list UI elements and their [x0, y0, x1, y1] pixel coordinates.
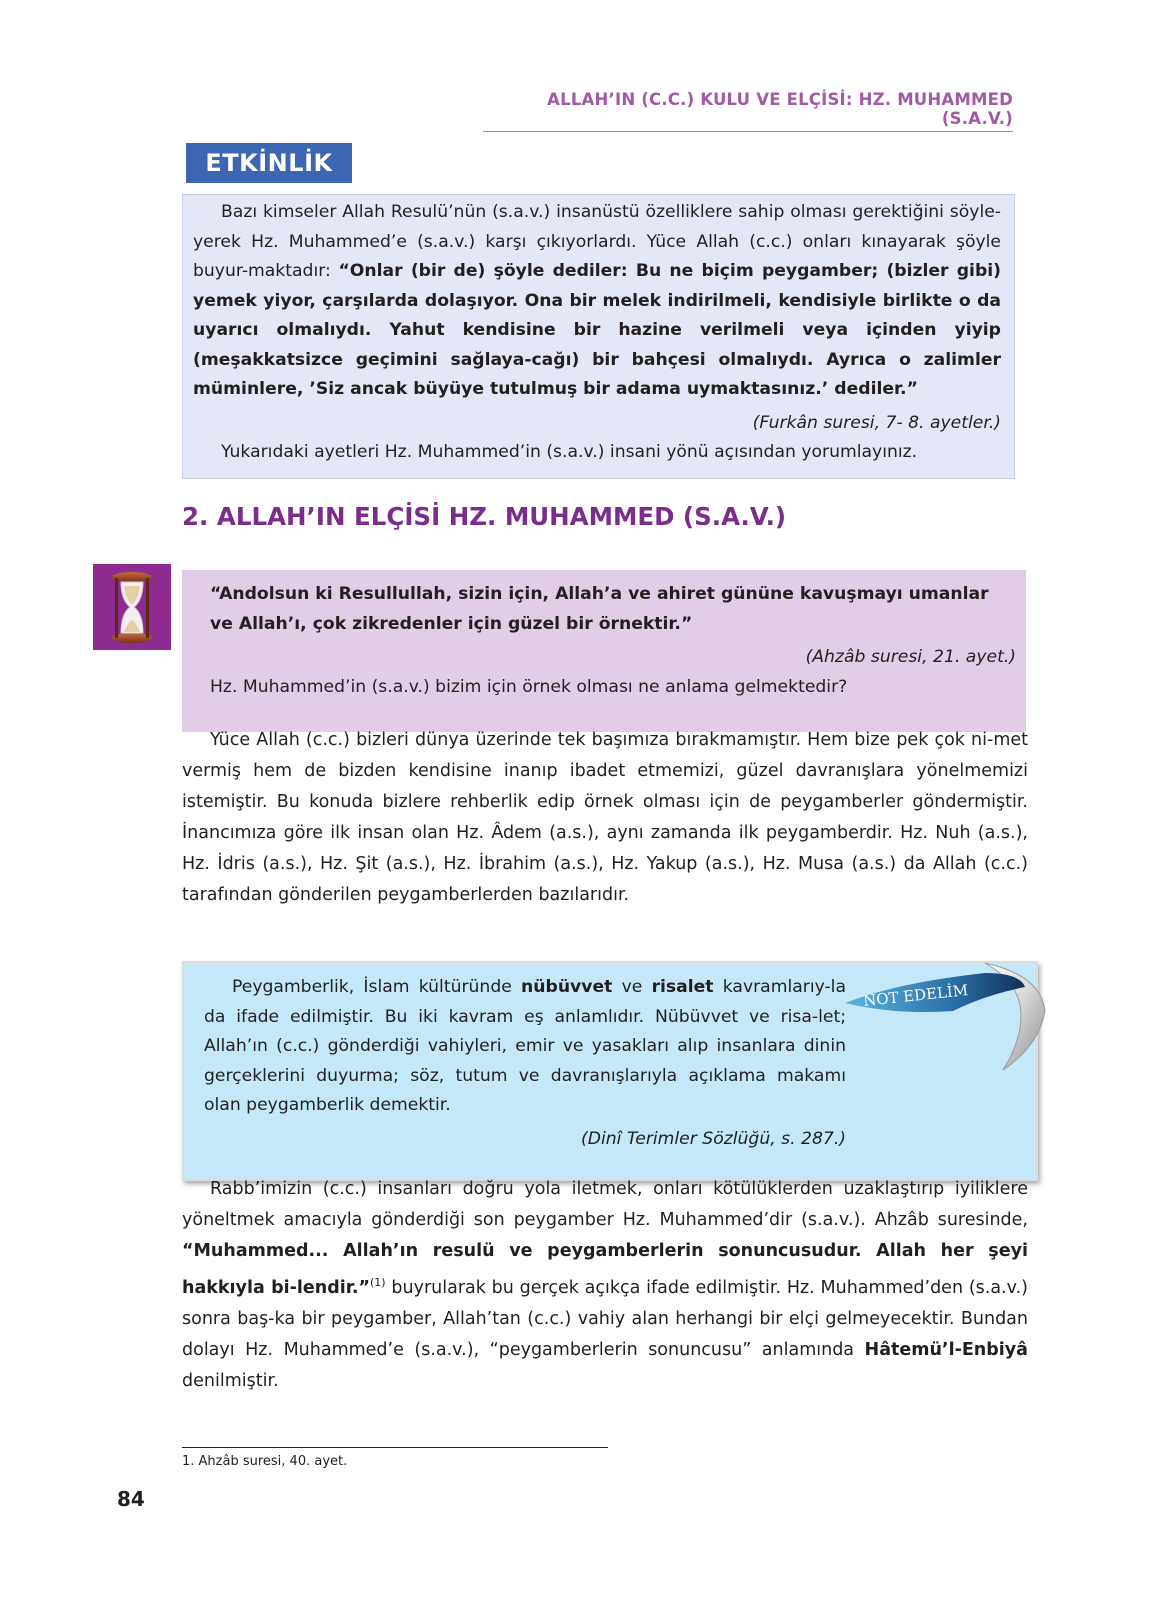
note-text-1: Peygamberlik, İslam kültüründe — [232, 977, 522, 997]
quote-question: Hz. Muhammed’in (s.a.v.) bizim için örnek olması ne anlama gelmektedir? — [210, 676, 848, 697]
note-badge-label: NOT EDELİM — [862, 981, 970, 1010]
activity-label: ETKİNLİK — [186, 143, 352, 183]
section-title: 2. ALLAH’IN ELÇİSİ HZ. MUHAMMED (S.A.V.) — [182, 502, 787, 531]
hourglass-icon — [93, 564, 171, 650]
page-number: 84 — [117, 1487, 145, 1511]
activity-intro: Bazı kimseler Allah Resulü’nün (s.a.v.) insanüstü özelliklere sahip olması gerektiğini söyle-yerek Hz. Muhammed’e (s.a.v.) karşı çıkıyorlardı. Yüce Allah (c.c.) onları kınayarak şöyle buyur-maktadır: — [193, 202, 1001, 281]
activity-citation: (Furkân suresi, 7- 8. ayetler.) — [752, 412, 1001, 433]
paragraph-2 — [182, 1174, 1028, 1397]
paragraph-2-text-1: Rabb’imizin (c.c.) insanları doğru yola iletmek, onları kötülüklerden uzaklaştırıp iyiliklere yöneltmek amacıyla gönderdiği son peygamber Hz. Muhammed’dir (s.a.v.). Ahzâb suresinde, — [182, 1179, 1028, 1230]
paragraph-2-text-2: buyrularak bu gerçek açıkça ifade edilmiştir. Hz. Muhammed’den (s.a.v.) sonra baş-ka bir peygamber, Allah’tan (c.c.) vahiy alan herhangi bir elçi gelmeyecektir. Bundan dolayı Hz. Muhammed’e (s.a.v.), “peygamberlerin sonuncusu” anlamında — [182, 1277, 1029, 1360]
paragraph-2-verse: “Muhammed... Allah’ın resulü ve peygamberlerin sonuncusudur. Allah her şeyi hakkıyla bi-lendir.” — [182, 1241, 1028, 1298]
activity-task: Yukarıdaki ayetleri Hz. Muhammed’in (s.a.v.) insani yönü açısından yorumlayınız. — [221, 442, 918, 462]
paragraph-1 — [182, 725, 1028, 911]
note-citation: (Dinî Terimler Sözlüğü, s. 287.) — [581, 1128, 846, 1149]
paragraph-2-text-3: denilmiştir. — [182, 1370, 279, 1391]
quote-text: “Andolsun ki Resullullah, sizin için, Allah’a ve ahiret gününe kavuşmayı umanlar ve Allah’ı, çok zikredenler için güzel bir örnektir.” — [210, 584, 989, 634]
activity-text — [193, 198, 1001, 405]
note-term-2: risalet — [651, 977, 714, 997]
quote-box — [182, 570, 1026, 732]
activity-verse: “Onlar (bir de) şöyle dediler: Bu ne biçim peygamber; (bizler gibi) yemek yiyor, çarşılarda dolaşıyor. Ona bir melek indirilmeli, kendisiyle birlikte o da uyarıcı olmalıydı. Yahut kendisine bir hazine verilmeli veya içinden yiyip (meşakkatsizce geçimini sağlaya-cağı) bir bahçesi olmalıydı. Ayrıca o zalimler müminlere, ’Siz ancak büyüye tutulmuş bir adama uymaktasınız.’ dediler.” — [193, 261, 1001, 399]
note-text-2: ve — [612, 977, 652, 997]
note-term-1: nübüvvet — [521, 977, 613, 997]
note-badge — [835, 955, 1055, 1085]
note-text-3: kavramlarıy-la da ifade edilmiştir. Bu iki kavram eş anlamlıdır. Nübüvvet ve risa-let; Allah’ın (c.c.) gönderdiği vahiyleri, emir ve yasakları alıp insanlara dinin gerçeklerini duyurma; söz, tutum ve davranışlarıyla açıklama makamı olan peygamberlik demektir. — [204, 977, 846, 1115]
footnote: 1. Ahzâb suresi, 40. ayet. — [182, 1454, 348, 1469]
hourglass-tile — [93, 564, 171, 650]
paragraph-2-term: Hâtemü’l-Enbiyâ — [864, 1339, 1028, 1360]
quote-citation: (Ahzâb suresi, 21. ayet.) — [805, 647, 1016, 667]
activity-box — [182, 194, 1015, 479]
paragraph-1-text: Yüce Allah (c.c.) bizleri dünya üzerinde tek başımıza bırakmamıştır. Hem bize pek çok ni-met vermiş hem de bizden kendisine inanıp ibadet etmemizi, güzel davranışlara yönelmemizi istemiştir. Bu konuda bizlere rehberlik edip örnek olması için de peygamberler göndermiştir. İnancımıza göre ilk insan olan Hz. Âdem (a.s.), aynı zamanda ilk peygamberdir. Hz. Nuh (a.s.), Hz. İdris (a.s.), Hz. Şit (a.s.), Hz. İbrahim (a.s.), Hz. Yakup (a.s.), Hz. Musa (a.s.) da Allah (c.c.) tarafından gönderilen peygamberlerden bazılarıdır. — [182, 730, 1028, 905]
note-text — [204, 973, 846, 1121]
footnote-rule — [182, 1447, 608, 1448]
page-curl-icon — [835, 955, 1055, 1085]
paragraph-2-text — [182, 1174, 1028, 1397]
footnote-ref: (1) — [370, 1276, 386, 1289]
running-header: ALLAH’IN (C.C.) KULU VE ELÇİSİ: HZ. MUHAMMED (S.A.V.) — [483, 90, 1013, 132]
